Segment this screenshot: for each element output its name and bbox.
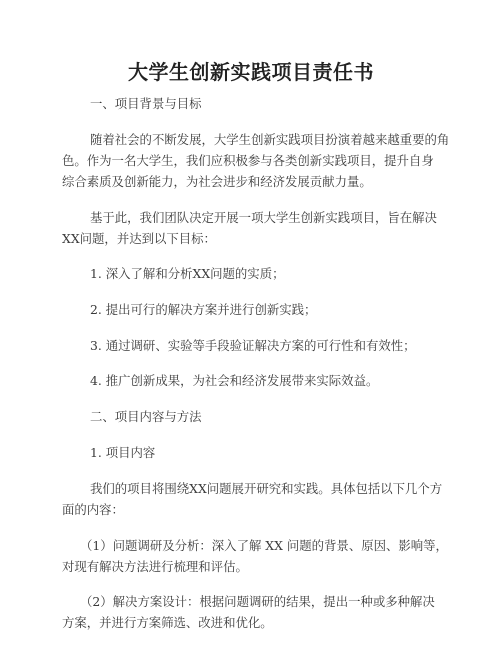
paragraph-line: XX问题，并达到以下目标： <box>62 231 216 246</box>
paragraph-line: 我们的项目将围绕XX问题展开研究和实践。具体包括以下几个方 <box>90 481 443 496</box>
goal-list-item: 1. 深入了解和分析XX问题的实质； <box>90 266 285 281</box>
subsection-heading: 1. 项目内容 <box>90 445 156 460</box>
section-heading-content-methods: 二、项目内容与方法 <box>90 409 202 424</box>
content-item-line: 方案，并进行方案筛选、改进和优化。 <box>62 615 273 630</box>
content-item-line: （1）问题调研及分析：深入了解 XX 问题的背景、原因、影响等， <box>80 538 448 553</box>
paragraph-line: 综合素质及创新能力，为社会进步和经济发展贡献力量。 <box>62 174 372 189</box>
content-item-line: 对现有解决方法进行梳理和评估。 <box>62 559 248 574</box>
paragraph-line: 随着社会的不断发展，大学生创新实践项目扮演着越来越重要的角 <box>90 132 450 147</box>
paragraph-line: 基于此，我们团队决定开展一项大学生创新实践项目，旨在解决 <box>90 210 437 225</box>
paragraph-line: 色。作为一名大学生，我们应积极参与各类创新实践项目，提升自身 <box>62 153 434 168</box>
goal-list-item: 3. 通过调研、实验等手段验证解决方案的可行性和有效性； <box>90 338 416 353</box>
document-title: 大学生创新实践项目责任书 <box>128 60 374 84</box>
section-heading-background-goals: 一、项目背景与目标 <box>90 96 202 111</box>
goal-list-item: 4. 推广创新成果，为社会和经济发展带来实际效益。 <box>90 373 379 388</box>
content-item-line: （2）解决方案设计：根据问题调研的结果，提出一种或多种解决 <box>80 594 435 609</box>
goal-list-item: 2. 提出可行的解决方案并进行创新实践； <box>90 302 317 317</box>
paragraph-line: 面的内容： <box>62 502 124 517</box>
